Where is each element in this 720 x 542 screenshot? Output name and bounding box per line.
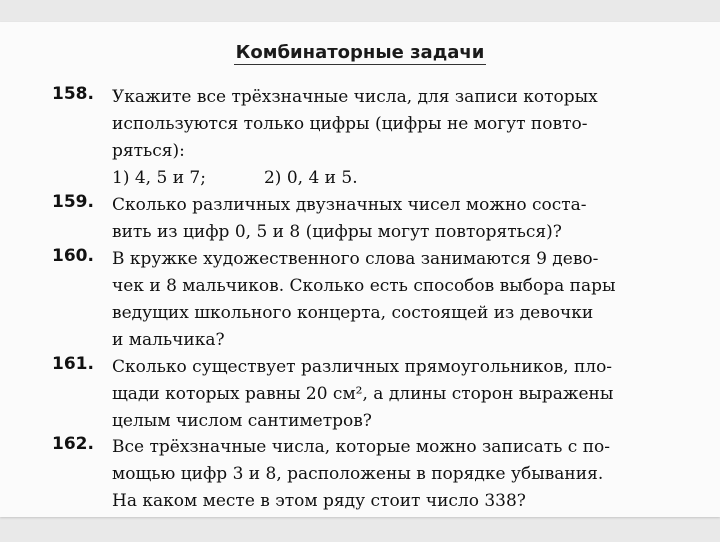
task-text: [112, 246, 712, 354]
task-line: В кружке художественного слова занимаются 9 дево-: [112, 249, 599, 269]
task-option: 2) 0, 4 и 5.: [263, 168, 358, 188]
textbook-page: [0, 22, 720, 517]
task-line: ряться):: [112, 141, 185, 161]
task-number: 162.: [52, 434, 94, 454]
task-text: [112, 354, 712, 435]
page-title: [0, 42, 720, 63]
task-number: 160.: [52, 246, 94, 266]
task-line: Укажите все трёхзначные числа, для записи которых: [112, 87, 598, 107]
task-line: ведущих школьного концерта, состоящей из девочки: [112, 303, 594, 323]
task-line: мощью цифр 3 и 8, расположены в порядке убывания.: [112, 464, 604, 484]
task-line: Сколько существует различных прямоугольников, пло-: [112, 357, 613, 377]
task-line: щади которых равны 20 см², а длины сторон выражены: [112, 384, 614, 404]
task-number: 161.: [52, 354, 94, 374]
task-options: [112, 165, 712, 192]
task-number: 158.: [52, 84, 94, 104]
task-line: Сколько различных двузначных чисел можно соста-: [112, 195, 587, 215]
task-line: целым числом сантиметров?: [112, 411, 372, 431]
task-line: и мальчика?: [112, 330, 225, 350]
task-text: [112, 434, 712, 515]
task-text: [112, 192, 712, 246]
task-line: Все трёхзначные числа, которые можно записать с по-: [112, 437, 611, 457]
task-text: [112, 84, 712, 192]
task-option: 1) 4, 5 и 7;: [112, 168, 206, 188]
task-line: используются только цифры (цифры не могут повто-: [112, 114, 588, 134]
page-title-text: Комбинаторные задачи: [235, 42, 485, 63]
task-line: чек и 8 мальчиков. Сколько есть способов выбора пары: [112, 276, 616, 296]
task-line: На каком месте в этом ряду стоит число 338?: [112, 491, 526, 511]
task-line: вить из цифр 0, 5 и 8 (цифры могут повторяться)?: [112, 222, 562, 242]
task-number: 159.: [52, 192, 94, 212]
